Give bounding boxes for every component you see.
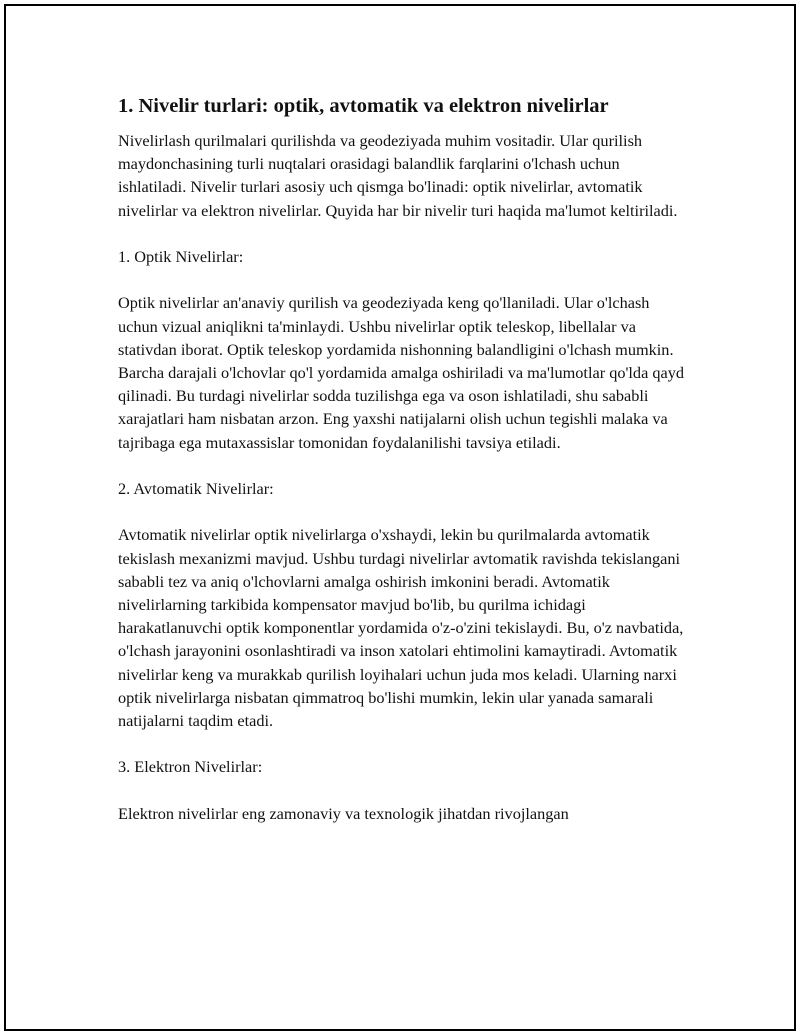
document-body — [118, 92, 684, 848]
optik-paragraph: Optik nivelirlar an'anaviy qurilish va geodeziyada keng qo'llaniladi. Ular o'lchash uchun vizual aniqlikni ta'minlaydi. Ushbu nivelirlar optik teleskop, libellalar va stativdan iborat. Optik teleskop yordamida nishonning balandligini o'lchash mumkin. Barcha darajali o'lchovlar qo'l yordamida amalga oshiriladi va ma'lumotlar qo'lda qayd qilinadi. Bu turdagi nivelirlar sodda tuzilishga ega va oson ishlatiladi, shu sababli xarajatlari ham nisbatan arzon. Eng yaxshi natijalarni olish uchun tegishli malaka va tajribaga ega mutaxassislar tomonidan foydalanilishi tavsiya etiladi. — [118, 293, 685, 452]
section-heading-avtomatik: 2. Avtomatik Nivelirlar: — [118, 479, 274, 498]
section-heading-optik: 1. Optik Nivelirlar: — [118, 247, 244, 266]
document-title: 1. Nivelir turlari: optik, avtomatik va elektron nivelirlar — [118, 95, 609, 117]
section-heading-elektron: 3. Elektron Nivelirlar: — [118, 757, 263, 777]
avtomatik-paragraph: Avtomatik nivelirlar optik nivelirlarga o'xshaydi, lekin bu qurilmalarda avtomatik tekislash mexanizmi mavjud. Ushbu turdagi nivelirlar avtomatik ravishda tekislangani sababli tez va aniq o'lchovlarni amalga oshirish imkonini beradi. Avtomatik nivelirlarning tarkibida kompensator mavjud bo'lib, bu qurilma ichidagi harakatlanuvchi optik komponentlar yordamida o'z-o'zini tekislaydi. Bu, o'z navbatida, o'lchash jarayonini osonlashtiradi va inson xatolari ehtimolini kamaytiradi. Avtomatik nivelirlar keng va murakkab qurilish loyihalari uchun juda mos keladi. Ularning narxi optik nivelirlarga nisbatan qimmatroq bo'lishi mumkin, lekin ular yanada samarali natijalarni taqdim etadi. — [118, 525, 684, 731]
elektron-paragraph: Elektron nivelirlar eng zamonaviy va texnologik jihatdan rivojlangan — [118, 803, 569, 823]
intro-paragraph: Nivelirlash qurilmalari qurilishda va geodeziyada muhim vositadir. Ular qurilish maydonchasining turli nuqtalari orasidagi balandlik farqlarini o'lchash uchun ishlatiladi. Nivelir turlari asosiy uch qismga bo'linadi: optik nivelirlar, avtomatik nivelirlar va elektron nivelirlar. Quyida har bir nivelir turi haqida ma'lumot keltiriladi. — [118, 131, 678, 220]
